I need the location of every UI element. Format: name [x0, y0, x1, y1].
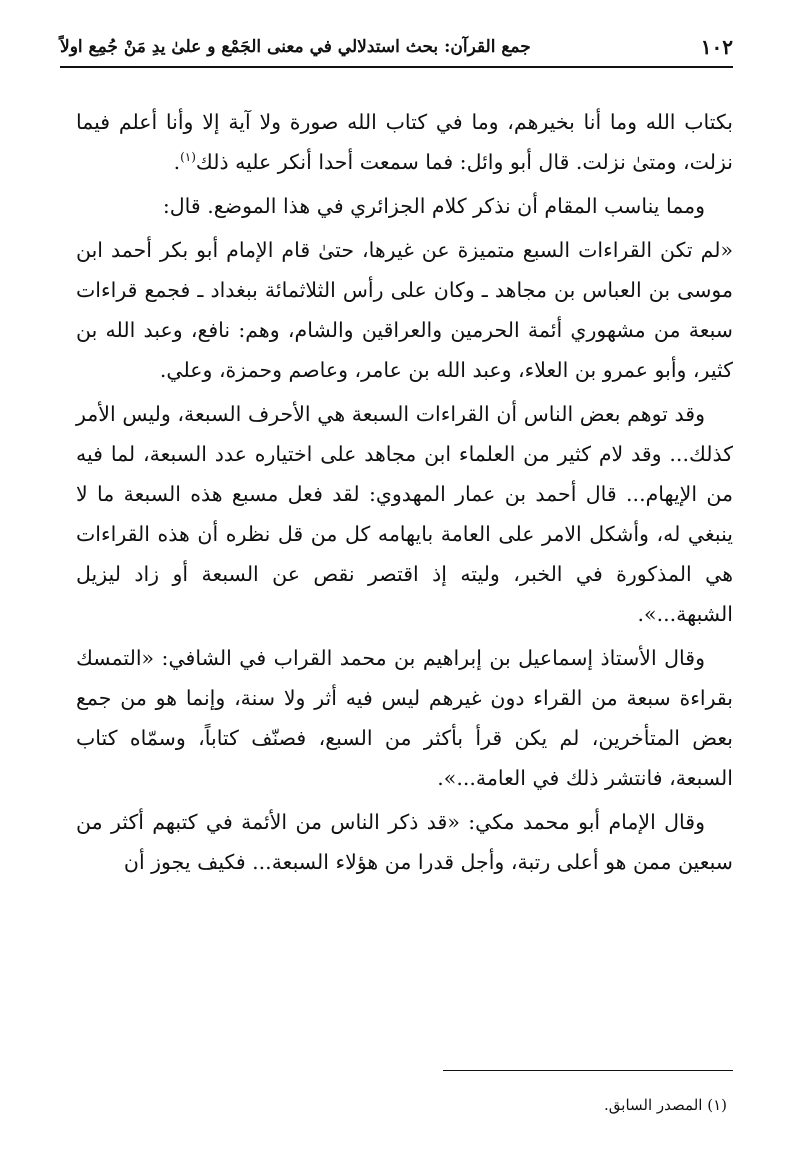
footnote: (١) المصدر السابق. — [604, 1096, 727, 1114]
paragraph-1: بكتاب الله وما أنا بخيرهم، وما في كتاب الله صورة ولا آية إلا وأنا أعلم فيما نزلت، ومتىٰ نزلت. قال أبو وائل: فما سمعت أحدا أنكر عليه ذلك$^{(١)}$. — [76, 110, 733, 174]
main-text — [76, 102, 733, 886]
running-title: جمع القرآن: بحث استدلالي في معنى الجَمْع و علىٰ يدِ مَنْ جُمِع اولاً — [60, 37, 531, 57]
paragraph-5: وقال الأستاذ إسماعيل بن إبراهيم بن محمد القراب في الشافي: «التمسك بقراءة سبعة من القراء دون غيرهم ليس فيه أثر ولا سنة، وإنما هو من جمع بعض المتأخرين، لم يكن قرأ بأكثر من السبع، فصنّف كتاباً، وسمّاه كتاب السبعة، فانتشر ذلك في العامة...». — [76, 646, 733, 790]
paragraph-3: «لم تكن القراءات السبع متميزة عن غيرها، حتىٰ قام الإمام أبو بكر أحمد ابن موسى بن العباس بن مجاهد ـ وكان على رأس الثلاثمائة ببغداد ـ فجمع قراءات سبعة من مشهوري أئمة الحرمين والعراقين والشام، وهم: نافع، وعبد الله بن كثير، وأبو عمرو بن العلاء، وعبد الله بن عامر، وعاصم وحمزة، وعلي. — [76, 238, 733, 382]
paragraph-4: وقد توهم بعض الناس أن القراءات السبعة هي الأحرف السبعة، وليس الأمر كذلك... وقد لام كثير من العلماء ابن مجاهد على اختياره عدد السبعة، لما فيه من الإيهام... قال أحمد بن عمار المهدوي: لقد فعل مسبع هذه السبعة ما لا ينبغي له، وأشكل الامر على العامة بايهامه كل من قل نظره أن هذه القراءات هي المذكورة في الخبر، وليته إذ اقتصر نقص عن السبعة أو زاد ليزيل الشبهة...». — [76, 402, 734, 626]
header-divider — [60, 66, 733, 68]
paragraph-6: وقال الإمام أبو محمد مكي: «قد ذكر الناس من الأئمة في كتبهم أكثر من سبعين ممن هو أعلى رتبة، وأجل قدرا من هؤلاء السبعة... فكيف يجوز أن — [76, 810, 733, 874]
footnote-divider — [443, 1070, 733, 1071]
paragraph-2: ومما يناسب المقام أن نذكر كلام الجزائري في هذا الموضع. قال: — [162, 194, 705, 218]
footnote-reference: (١) — [180, 150, 196, 165]
page-header — [60, 34, 733, 60]
page-number: ١٠٢ — [700, 35, 733, 59]
